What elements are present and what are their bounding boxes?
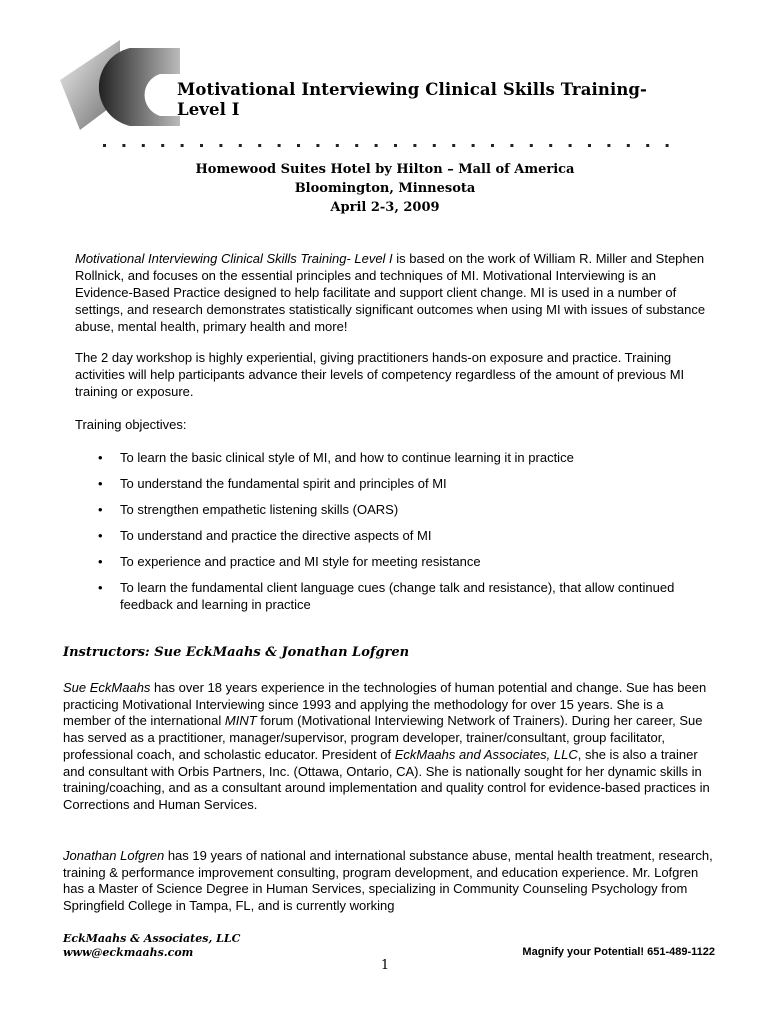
sue-bio-text-1: has over 18 years experience in the technologies of human potential and change. Sue has been practicing Motivational Interviewing since 1993 and applying the methodology for over 15 years. She is a member of the international — [63, 680, 707, 729]
divider-dot — [472, 144, 475, 147]
divider-dot — [569, 144, 572, 147]
divider-dot — [181, 144, 184, 147]
divider-dot — [316, 144, 319, 147]
divider-dot — [413, 144, 416, 147]
company-name: EckMaahs and Associates, LLC — [394, 746, 578, 762]
divider-dot — [549, 144, 552, 147]
divider-dot — [355, 144, 358, 147]
divider-dot — [336, 144, 339, 147]
divider-dot — [297, 144, 300, 147]
divider-dot — [394, 144, 397, 147]
footer-web: www@eckmaahs.com — [63, 946, 194, 959]
list-item: • To learn the fundamental client language cues (change talk and resistance), that allow continued feedback and learning in practice — [98, 579, 698, 613]
jonathan-bio — [63, 848, 713, 915]
objectives-list — [98, 449, 698, 622]
objectives-label: Training objectives: — [75, 417, 187, 432]
divider-dot — [200, 144, 203, 147]
divider-dot — [646, 144, 649, 147]
divider-dot — [607, 144, 610, 147]
intro-text: is based on the work of William R. Miller and Stephen Rollnick, and focuses on the essential principles and techniques of MI. Motivational Interviewing is an Evidence-Based Practice designed to help facilitate and support client change. MI is used in a number of settings, and research demonstrates statistically significant outcomes when using MI with issues of substance abuse, mental health, primary health and more! — [75, 251, 706, 334]
divider-dot — [627, 144, 630, 147]
sue-bio-text-3: , she is also a trainer and consultant with Orbis Partners, Inc. (Ottawa, Ontario, CA). She is nationally sought for her dynamic skills in training/coaching, and as a consultant around implementation and quality control for evidence-based practices in Corrections and Human Services. — [63, 746, 710, 812]
jonathan-bio-text: has 19 years of national and international substance abuse, mental health treatment, research, training & performance improvement consulting, program development, and education experience. Mr. Lofgren has a Master of Science Degree in Human Services, specializing in Community Counseling Psychology from Springfield College in Tampa, FL, and is currently working — [63, 848, 713, 914]
mint-name: MINT — [224, 713, 257, 729]
intro-paragraph — [75, 250, 715, 335]
title-line-1: Motivational Interviewing Clinical Skills Training- — [177, 80, 648, 99]
list-item: • To understand the fundamental spirit and principles of MI — [98, 475, 698, 492]
divider-dot — [530, 144, 533, 147]
gradient-c-logo-icon — [60, 40, 180, 140]
footer-company: EckMaahs & Associates, LLC — [63, 932, 241, 945]
sue-bio — [63, 680, 713, 814]
document-title — [177, 80, 647, 120]
divider-dot — [103, 144, 106, 147]
list-item: • To learn the basic clinical style of MI, and how to continue learning it in practice — [98, 449, 698, 466]
venue-block — [0, 160, 770, 217]
venue-city: Bloomington, Minnesota — [294, 181, 476, 196]
divider-dot — [433, 144, 436, 147]
venue-date: April 2-3, 2009 — [330, 200, 440, 215]
list-item: • To strengthen empathetic listening skills (OARS) — [98, 501, 698, 518]
divider-dot — [666, 144, 669, 147]
intro-italic-title: Motivational Interviewing Clinical Skills Training- Level I — [75, 251, 393, 266]
divider-dot — [258, 144, 261, 147]
divider-dot — [491, 144, 494, 147]
divider-dot — [278, 144, 281, 147]
workshop-paragraph: The 2 day workshop is highly experiential, giving practitioners hands-on exposure and practice. Training activities will help participants advance their levels of competency regardless of the amount of previous MI training or exposure. — [75, 350, 685, 399]
divider-dot — [122, 144, 125, 147]
footer-company-block — [63, 932, 240, 960]
footer-tagline: Magnify your Potential! 651-489-1122 — [522, 946, 715, 958]
divider-dot — [510, 144, 513, 147]
divider-dot — [452, 144, 455, 147]
dotted-divider — [103, 143, 673, 149]
divider-dot — [161, 144, 164, 147]
jonathan-name: Jonathan Lofgren — [63, 848, 165, 863]
divider-dot — [239, 144, 242, 147]
page-number: 1 — [380, 958, 390, 973]
divider-dot — [588, 144, 591, 147]
divider-dot — [142, 144, 145, 147]
divider-dot — [375, 144, 378, 147]
instructors-heading: Instructors: Sue EckMaahs & Jonathan Lofgren — [63, 645, 410, 660]
venue-name: Homewood Suites Hotel by Hilton – Mall of America — [195, 162, 575, 177]
title-line-2: Level I — [177, 100, 240, 119]
sue-bio-text-2: forum (Motivational Interviewing Network of Trainers). During her career, Sue has served as a practitioner, manager/supervisor, program developer, trainer/consultant, group facilitator, professional coach, and scholastic educator. President of — [63, 713, 703, 762]
list-item: • To understand and practice the directive aspects of MI — [98, 527, 698, 544]
list-item: • To experience and practice and MI style for meeting resistance — [98, 553, 698, 570]
sue-name: Sue EckMaahs — [63, 680, 151, 695]
divider-dot — [219, 144, 222, 147]
